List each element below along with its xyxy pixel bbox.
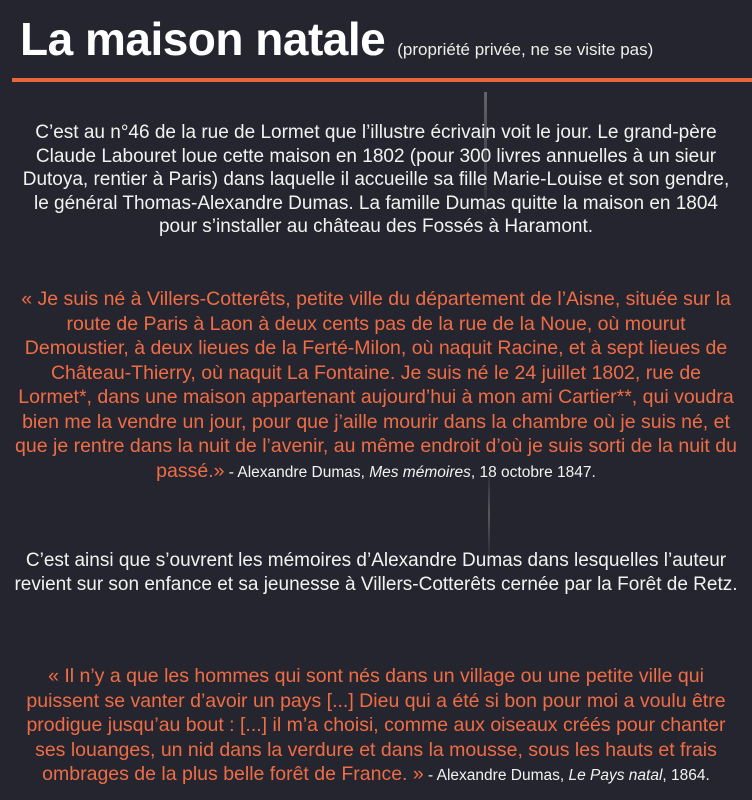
pays-natal-citation-date: , 1864. (662, 767, 710, 784)
memoirs-citation (224, 464, 595, 481)
pays-natal-quote-text: « Il n’y a que les hommes qui sont nés dans un village ou une petite ville qui puissent se vanter d’avoir un pays [...] Dieu qui a été si bon pour moi a voulu être prodigue jusqu’au bout : [...] il m’a choisi, comme aux oiseaux créés pour chanter ses louanges, un nid dans la verdure et dans la mousse, sous les hauts et frais ombrages de la plus belle forêt de France. » (26, 665, 726, 785)
memoirs-citation-date: , 18 octobre 1847. (470, 463, 596, 481)
intro-paragraph: C’est au n°46 de la rue de Lormet que l’illustre écrivain voit le jour. Le grand-père Claude Labouret loue cette maison en 1802 (pour 300 livres annuelles à un sieur Dutoya, rentier à Paris) dans laquelle il accueille sa fille Marie-Louise et son gendre, le général Thomas-Alexandre Dumas. La famille Dumas quitte la maison en 1804 pour s’installer au château des Fossés à Haramont. (22, 122, 730, 237)
page-subtitle: (propriété privée, ne se visite pas) (397, 40, 654, 59)
memoirs-quote (14, 287, 738, 485)
memoirs-citation-author: - Alexandre Dumas, (224, 463, 370, 481)
header (20, 13, 740, 65)
surface-scratch (488, 470, 490, 560)
pays-natal-citation (424, 767, 710, 784)
page-title: La maison natale (20, 13, 386, 65)
middle-paragraph: C’est ainsi que s’ouvrent les mémoires d’Alexandre Dumas dans lesquelles l’auteur revient sur son enfance et sa jeunesse à Villers-Cotterêts cernée par la Forêt de Retz. (14, 550, 738, 595)
memoirs-quote-text: « Je suis né à Villers-Cotterêts, petite ville du département de l’Aisne, située sur la route de Paris à Laon à deux cents pas de la rue de la Noue, où mourut Demoustier, à deux lieues de la Ferté-Milon, où naquit Racine, et à sept lieues de Château-Thierry, où naquit La Fontaine. Je suis né le 24 juillet 1802, rue de Lormet*, dans une maison appartenant aujourd’hui à mon ami Cartier**, qui voudra bien me la vendre un jour, pour que j’aille mourir dans la chambre où je suis né, et que je rentre dans la nuit de l’avenir, au même endroit d’où je suis sorti de la nuit du passé.» (15, 288, 737, 482)
memoirs-citation-work: Mes mémoires (369, 463, 471, 481)
pays-natal-citation-author: - Alexandre Dumas, (423, 767, 569, 784)
surface-scratch (484, 92, 487, 212)
pays-natal-citation-work: Le Pays natal (568, 767, 663, 784)
header-divider (12, 78, 752, 82)
pays-natal-quote (14, 664, 738, 789)
